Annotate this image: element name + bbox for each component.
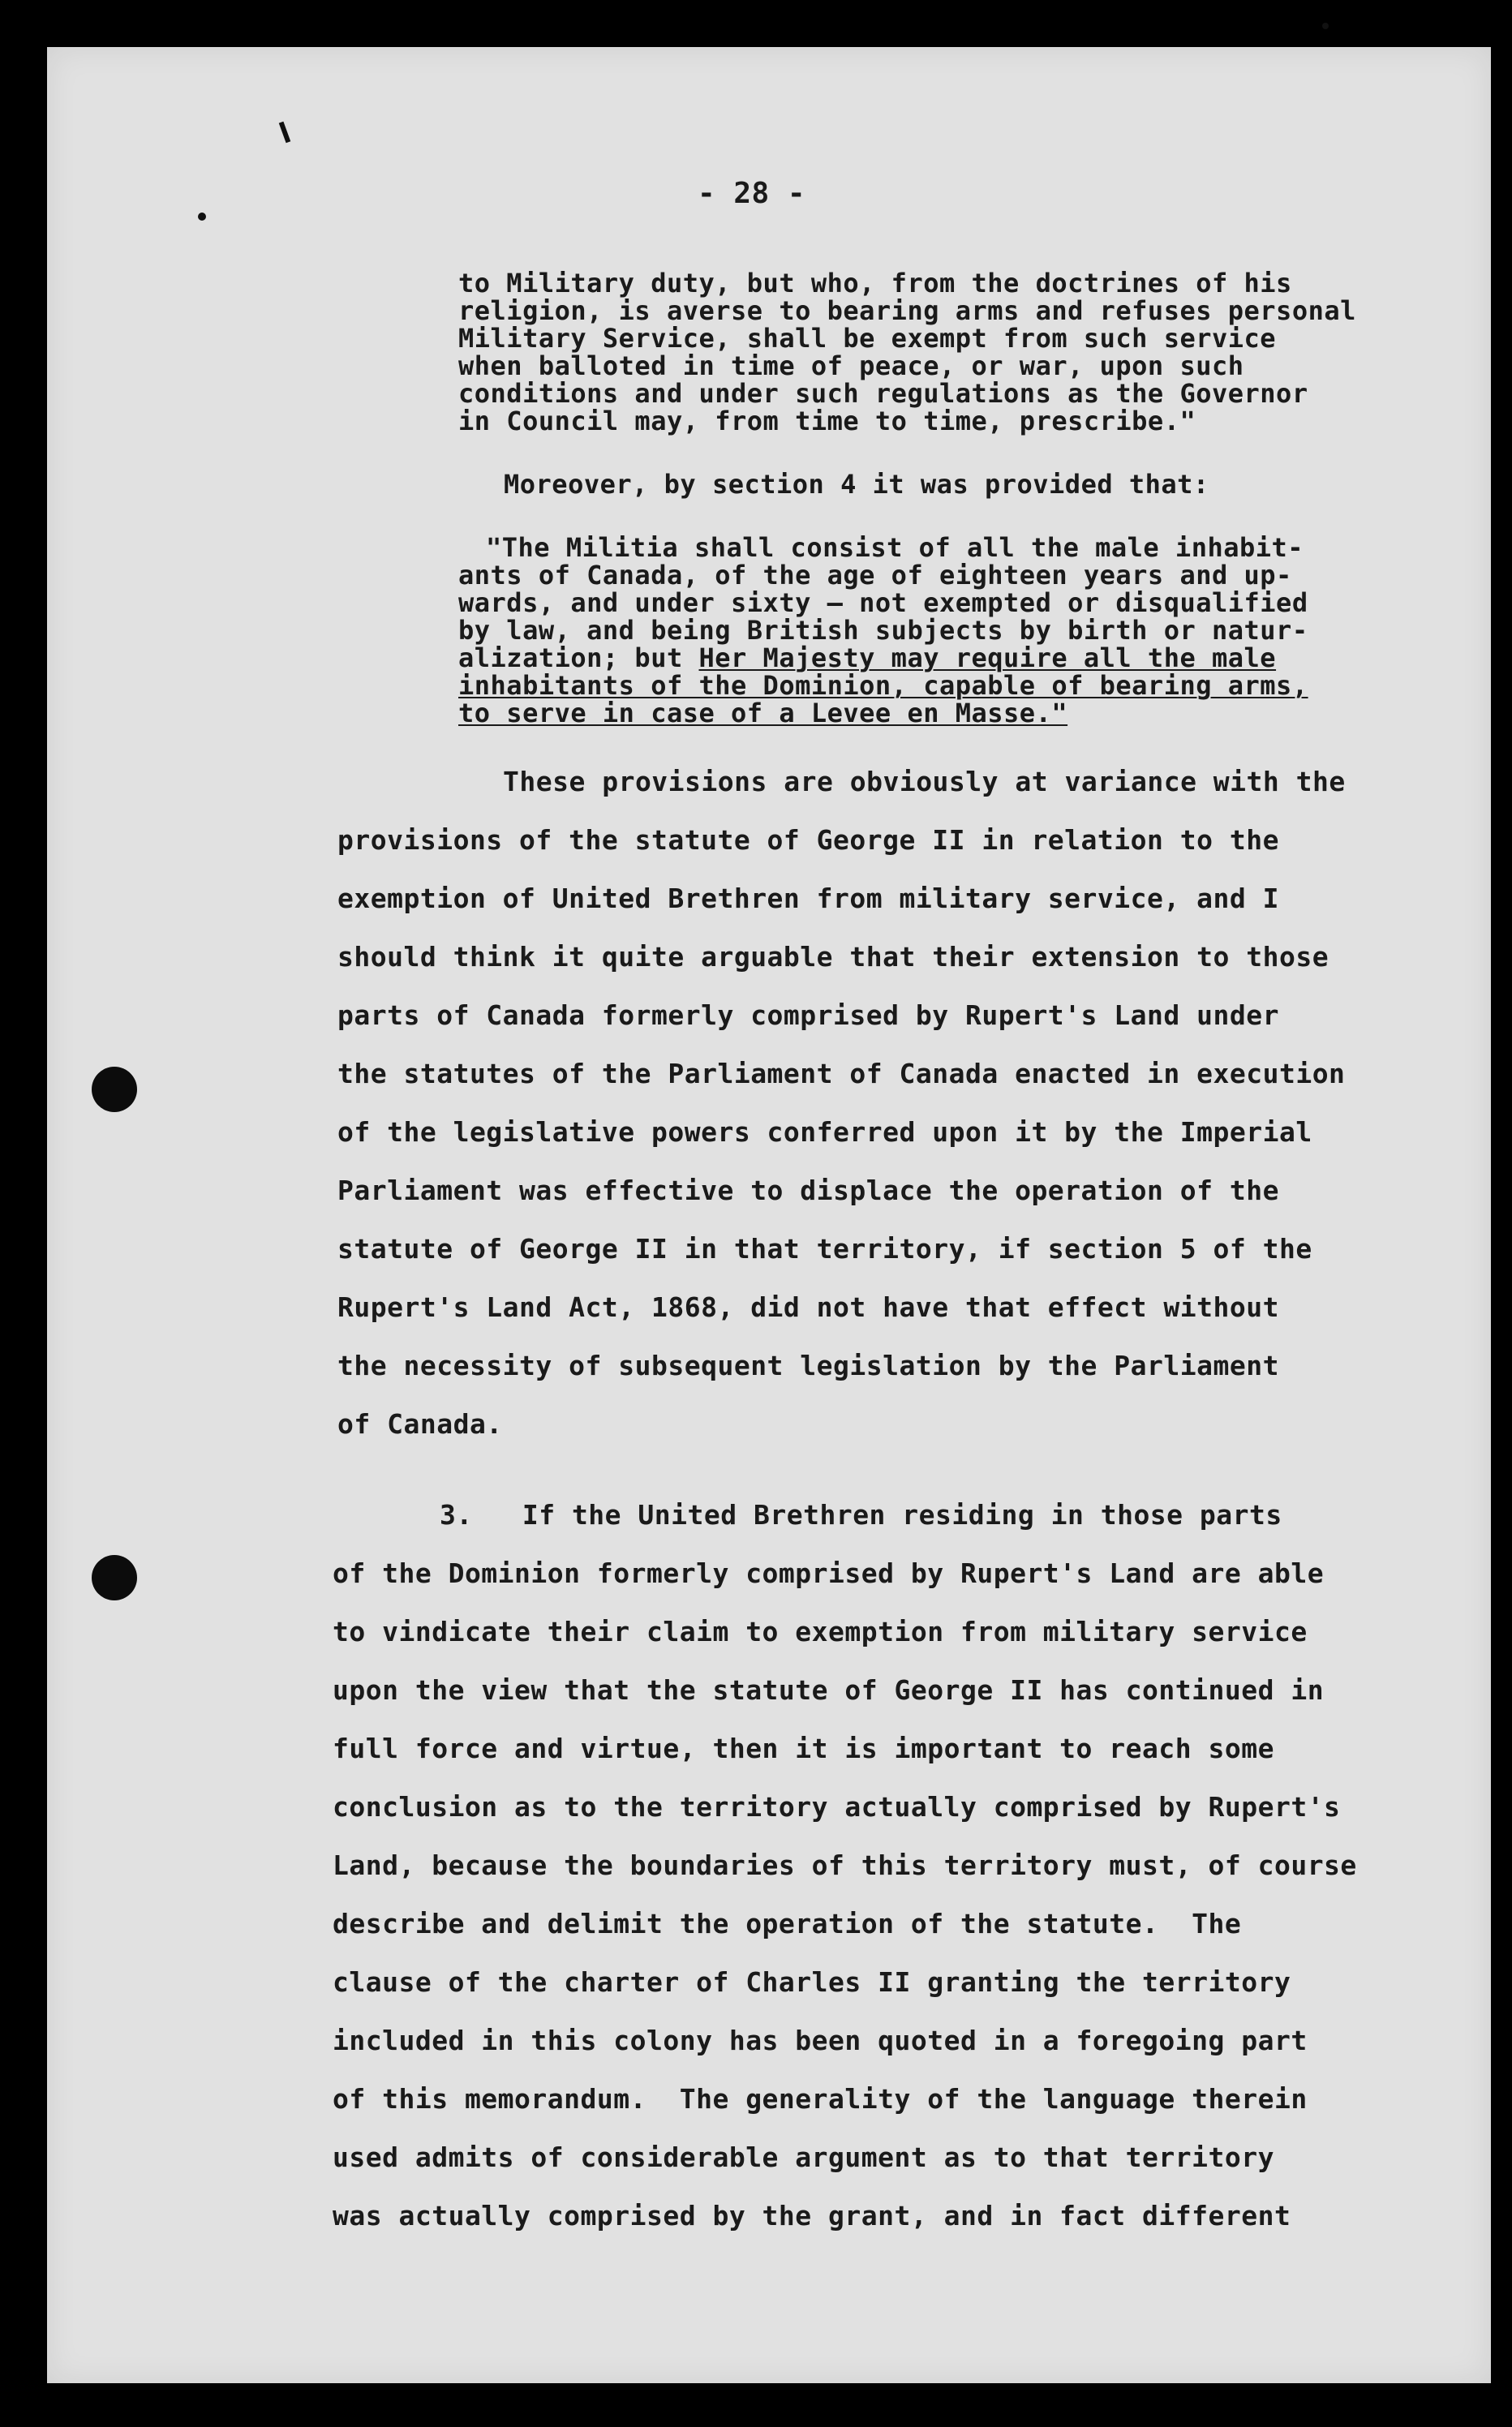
paragraph2-line: Land, because the boundaries of this territory must, of course <box>333 1849 1357 1881</box>
paragraph1-line: should think it quite arguable that their extension to those <box>337 941 1329 973</box>
paragraph1-line: Parliament was effective to displace the operation of the <box>337 1175 1279 1206</box>
quote1-line: conditions and under such regulations as the Governor <box>458 378 1308 409</box>
paragraph1-line: These provisions are obviously at variance with the <box>503 766 1346 797</box>
quote1-line: to Military duty, but who, from the doctrines of his <box>458 268 1292 299</box>
quote1-line: in Council may, from time to time, prescribe." <box>458 406 1196 436</box>
quote2-line-start: alization; but <box>458 642 699 673</box>
paragraph1-line: Rupert's Land Act, 1868, did not have that effect without <box>337 1291 1279 1323</box>
quote1-line: when balloted in time of peace, or war, upon such <box>458 350 1244 381</box>
paragraph2-line: full force and virtue, then it is important to reach some <box>333 1733 1274 1764</box>
paragraph1-line: of the legislative powers conferred upon it by the Imperial <box>337 1116 1312 1148</box>
document-page <box>47 47 1491 2383</box>
ink-mark <box>279 122 291 143</box>
ink-speck <box>198 213 206 221</box>
quote2-line <box>458 644 1276 672</box>
paragraph2-line: to vindicate their claim to exemption from military service <box>333 1616 1308 1647</box>
paragraph1-line: provisions of the statute of George II in relation to the <box>337 824 1279 856</box>
paragraph2-line: of the Dominion formerly comprised by Rupert's Land are able <box>333 1557 1325 1589</box>
paragraph2-line: was actually comprised by the grant, and in fact different <box>333 2200 1291 2232</box>
paragraph2-line: describe and delimit the operation of the statute. The <box>333 1908 1242 1939</box>
paragraph1-line: statute of George II in that territory, if section 5 of the <box>337 1233 1312 1265</box>
paragraph1-line: the statutes of the Parliament of Canada enacted in execution <box>337 1058 1346 1089</box>
paragraph2-line: clause of the charter of Charles II granting the territory <box>333 1966 1291 1998</box>
quote1-line: Military Service, shall be exempt from such service <box>458 323 1277 354</box>
quote2-line-underlined: to serve in case of a Levee en Masse." <box>458 698 1068 728</box>
paragraph2-line: used admits of considerable argument as to that territory <box>333 2141 1274 2173</box>
quote2-line: ants of Canada, of the age of eighteen years and up- <box>458 560 1292 591</box>
moreover-line: Moreover, by section 4 it was provided that: <box>504 469 1209 500</box>
quote2-line: "The Militia shall consist of all the male inhabit- <box>486 532 1304 563</box>
paragraph2-line: included in this colony has been quoted in a foregoing part <box>333 2025 1308 2056</box>
paragraph1-line: of Canada. <box>337 1408 503 1440</box>
paragraph1-line: exemption of United Brethren from military service, and I <box>337 883 1279 914</box>
paragraph2-line: conclusion as to the territory actually comprised by Rupert's <box>333 1791 1341 1823</box>
page-number: - 28 - <box>698 177 806 210</box>
punch-hole-upper <box>92 1067 137 1112</box>
paragraph2-line: 3. If the United Brethren residing in those parts <box>440 1499 1282 1531</box>
paragraph2-line: of this memorandum. The generality of the language therein <box>333 2083 1308 2115</box>
paragraph1-line: the necessity of subsequent legislation by the Parliament <box>337 1350 1279 1381</box>
quote1-line: religion, is averse to bearing arms and refuses personal <box>458 295 1356 326</box>
ink-speck <box>1322 23 1329 29</box>
quote2-line: wards, and under sixty — not exempted or disqualified <box>458 587 1308 618</box>
paragraph2-line: upon the view that the statute of George II has continued in <box>333 1674 1325 1706</box>
underlined-text: Her Majesty may require all the male <box>698 642 1277 673</box>
quote2-line-underlined: inhabitants of the Dominion, capable of bearing arms, <box>458 670 1308 701</box>
quote2-line: by law, and being British subjects by birth or natur- <box>458 615 1308 646</box>
paragraph1-line: parts of Canada formerly comprised by Rupert's Land under <box>337 999 1279 1031</box>
punch-hole-lower <box>92 1555 137 1600</box>
